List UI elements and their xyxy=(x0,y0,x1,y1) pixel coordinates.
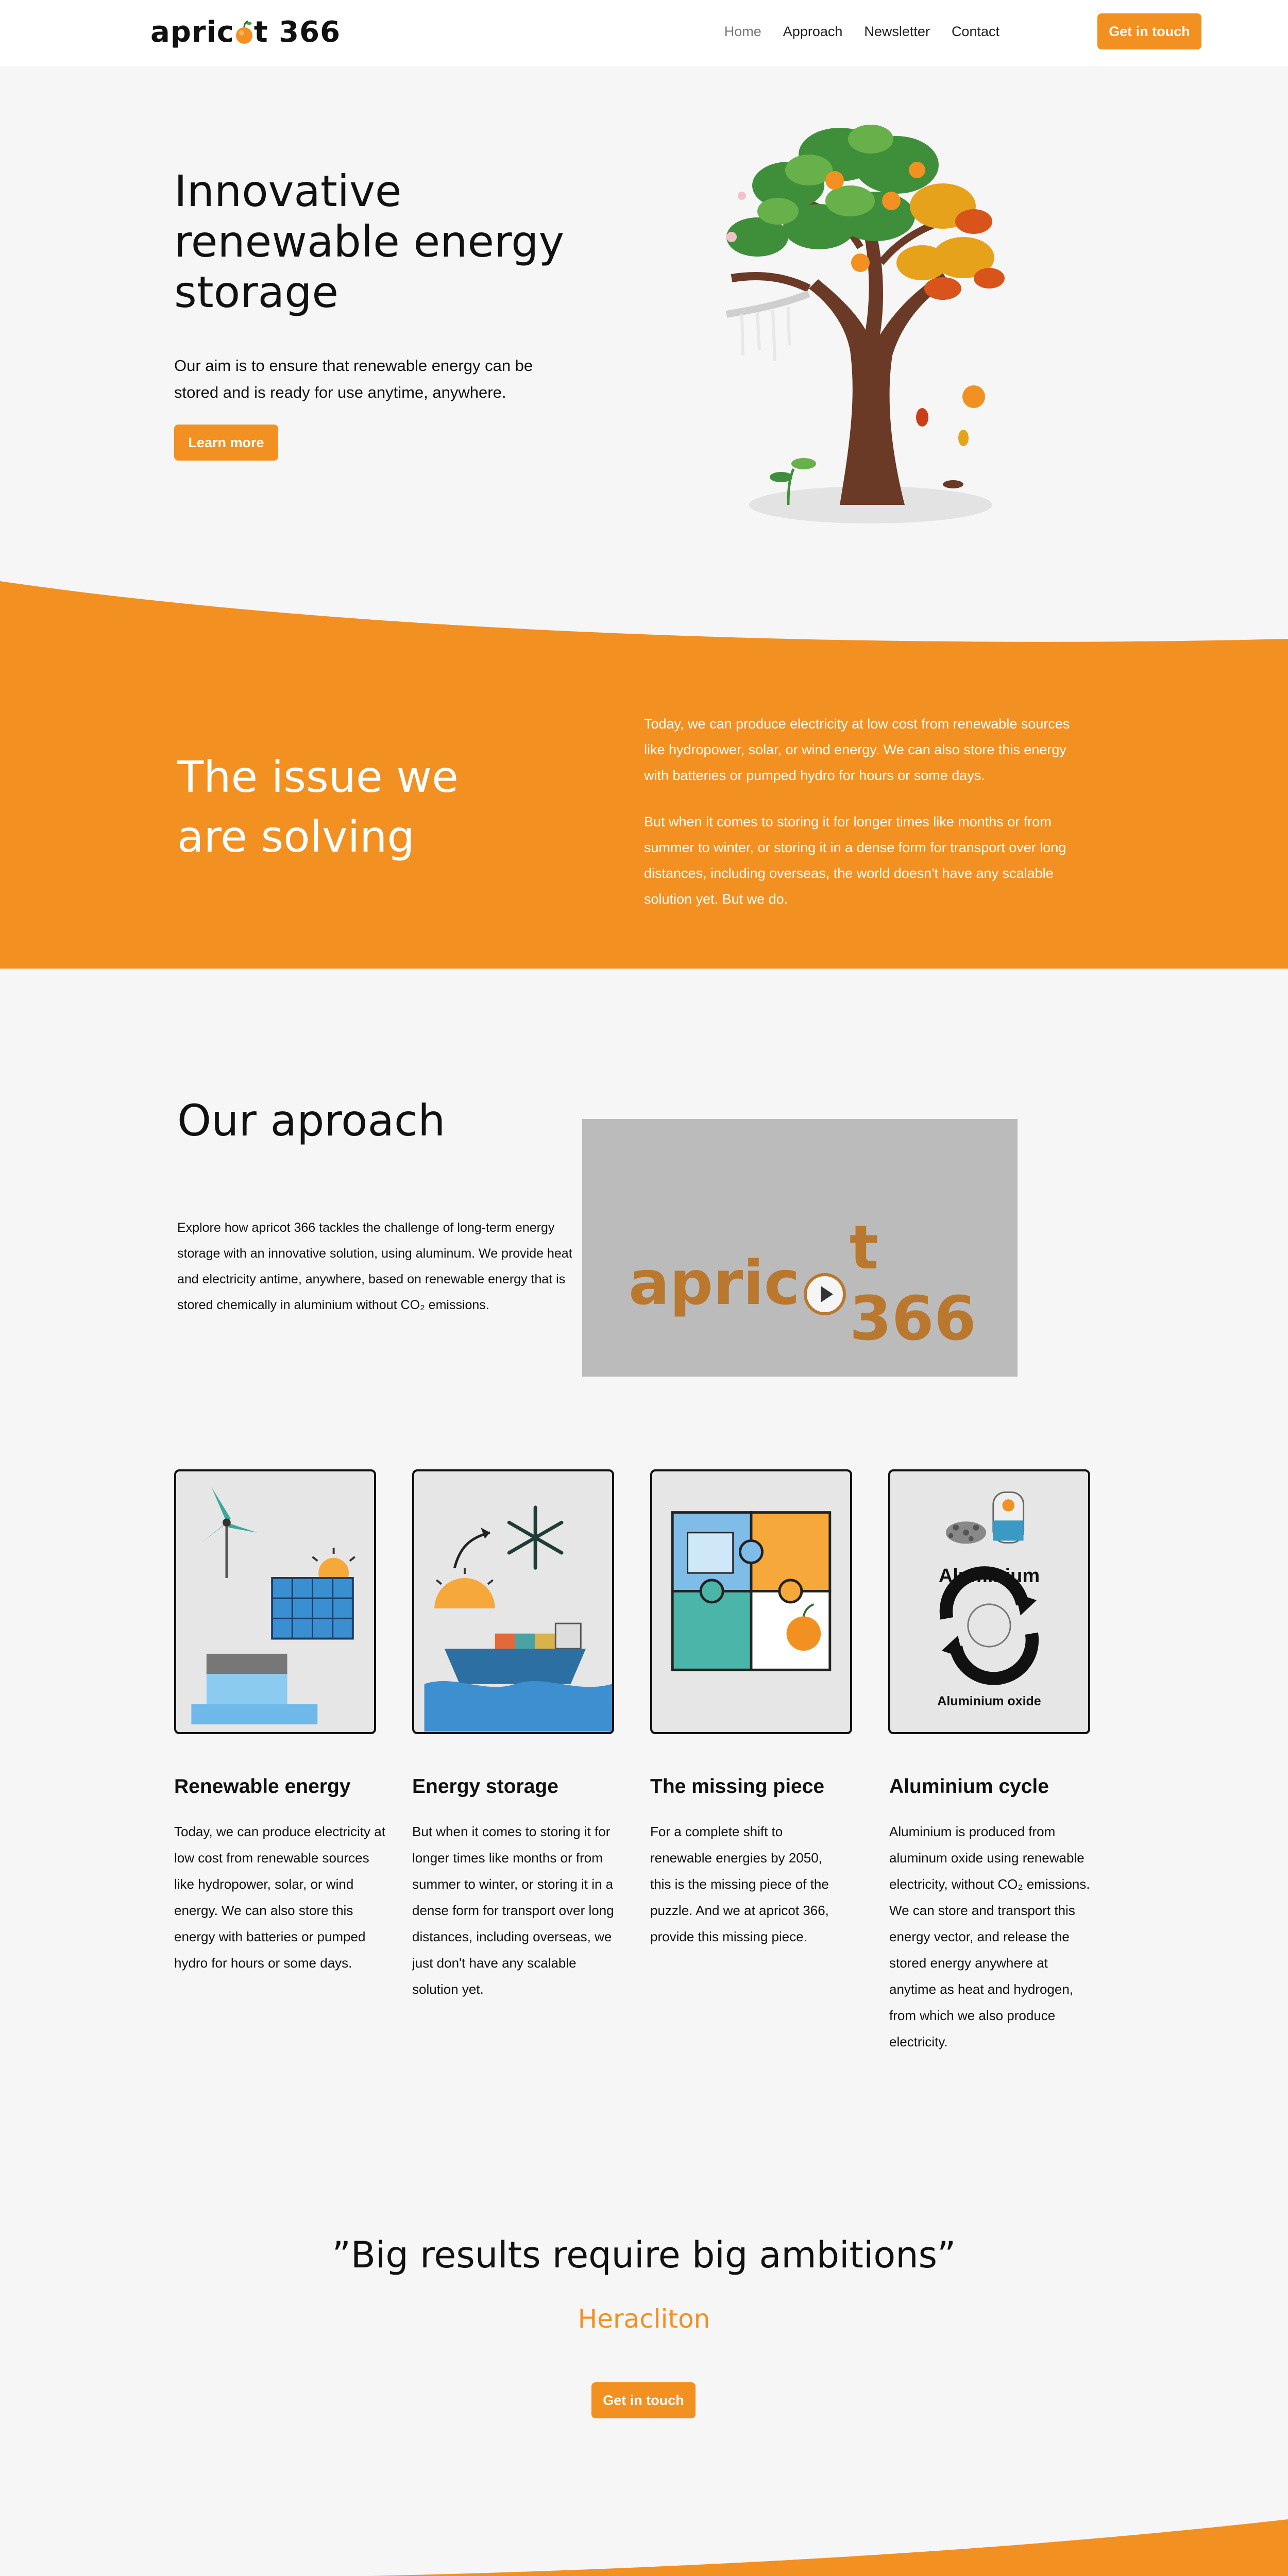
logo-text-start: apric xyxy=(150,15,234,49)
video-logo xyxy=(629,1212,1018,1354)
issue-paragraph-2: But when it comes to storing it for longer times like months or from summer to winter, or storing it in a dense form for transport over long distances, including overseas, the world doesn't have any scalable solution yet. But we do. xyxy=(644,814,1066,907)
apricot-icon xyxy=(234,19,254,46)
nav-item-home[interactable]: Home xyxy=(724,24,761,39)
nav-item-contact[interactable]: Contact xyxy=(951,24,999,39)
puzzle-icon xyxy=(652,1471,850,1732)
nav-item-approach[interactable]: Approach xyxy=(783,24,843,39)
feature-text-missing: For a complete shift to renewable energies by 2050, this is the missing piece of the puzzle. And we at apricot 366, provide this missing piece. xyxy=(650,1824,829,1944)
missing-piece-card xyxy=(650,1469,852,1734)
feature-text-cycle: Aluminium is produced from aluminum oxide using renewable electricity, without CO₂ emissions. We can store and transport this energy vector, and release the stored energy anywhere at anytime as heat and hydrogen, from which we also produce electricity. xyxy=(889,1824,1090,2049)
hero-text: Our aim is to ensure that renewable energy can be stored and is ready for use anytime, anywhere. xyxy=(174,357,533,401)
feature-text-renewable: Today, we can produce electricity at low cost from renewable sources like hydropower, solar, or wind energy. We can also store this energy with batteries or pumped hydro for hours or some days. xyxy=(174,1824,385,1971)
header-cta-button[interactable]: Get in touch xyxy=(1097,13,1201,49)
feature-text-storage: But when it comes to storing it for longer times like months or from summer to winter, or storing it in a dense form for transport over long distances, including overseas, we just don't have any scalable solution yet. xyxy=(412,1824,614,1997)
video-logo-start: apric xyxy=(629,1247,800,1318)
quote-author: Heracliton xyxy=(578,2304,710,2334)
learn-more-button[interactable]: Learn more xyxy=(174,425,278,461)
site-header xyxy=(0,0,1288,66)
aluminium-cycle-card xyxy=(888,1469,1090,1734)
feature-title-cycle: Aluminium cycle xyxy=(889,1775,1049,1798)
issue-title: The issue we are solving xyxy=(177,752,459,862)
newsletter-background-wave xyxy=(0,2519,1288,2576)
energy-storage-card xyxy=(412,1469,614,1734)
video-logo-end: t 366 xyxy=(849,1212,977,1354)
hero-title: Innovative renewable energy storage xyxy=(174,166,565,317)
wind-solar-hydro-icon xyxy=(176,1471,374,1732)
feature-title-storage: Energy storage xyxy=(412,1775,558,1798)
logo-text-end: t 366 xyxy=(253,15,341,49)
cycle-label-top: Aluminium xyxy=(938,1565,1040,1587)
issue-paragraph-1: Today, we can produce electricity at low cost from renewable sources like hydropower, solar, or wind energy. We can also store this energy with batteries or pumped hydro for hours or some days. xyxy=(644,716,1070,783)
aluminium-cycle-icon xyxy=(890,1471,1088,1732)
main-nav xyxy=(724,24,999,40)
seasons-shipping-icon xyxy=(414,1471,612,1732)
cycle-label-bottom: Aluminium oxide xyxy=(937,1694,1041,1708)
hero-tree-illustration xyxy=(654,108,1056,531)
approach-title: Our aproach xyxy=(177,1095,446,1146)
approach-video[interactable] xyxy=(582,1119,1018,1377)
quote-cta-button[interactable]: Get in touch xyxy=(591,2382,696,2418)
quote-text: ”Big results require big ambitions” xyxy=(332,2234,956,2276)
play-icon[interactable] xyxy=(800,1258,850,1308)
feature-title-missing: The missing piece xyxy=(650,1775,825,1798)
feature-title-renewable: Renewable energy xyxy=(174,1775,351,1798)
approach-text: Explore how apricot 366 tackles the challenge of long-term energy storage with an innovative solution, using aluminum. We provide heat and electricity antime, anywhere, based on renewable energy that is stored chemically in aluminium without CO₂ emissions. xyxy=(177,1221,572,1312)
header-logo[interactable] xyxy=(150,15,341,49)
nav-item-newsletter[interactable]: Newsletter xyxy=(864,24,930,39)
renewable-energy-card xyxy=(174,1469,376,1734)
